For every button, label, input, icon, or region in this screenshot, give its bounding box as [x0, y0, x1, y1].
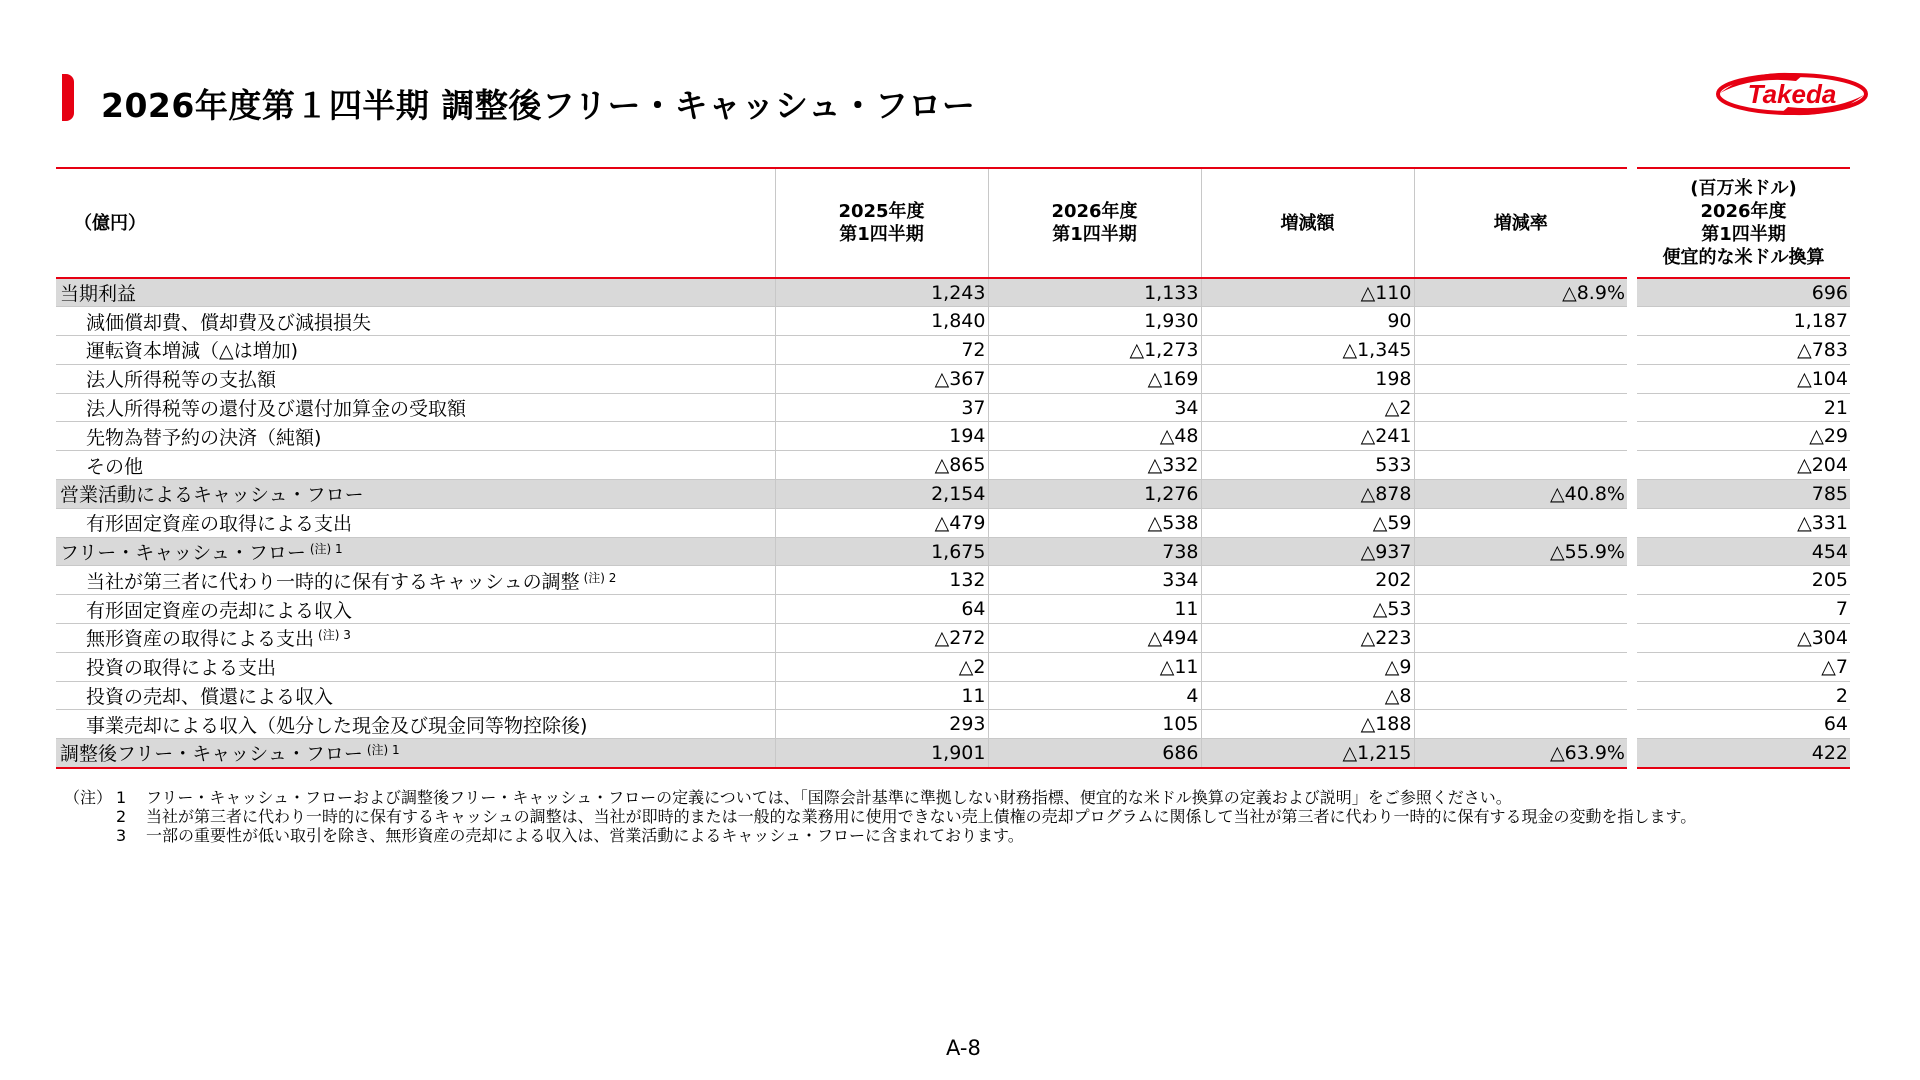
cell-rate — [1414, 710, 1627, 739]
footnote-1: （注） 1 フリー・キャッシュ・フローおよび調整後フリー・キャッシュ・フローの定義については、「国際会計基準に準拠しない財務指標、便宜的な米ドル換算の定義および説明」をご参照ください。 — [64, 788, 1512, 807]
cell-rate — [1414, 681, 1627, 710]
cell-fy2026: △48 — [988, 422, 1201, 451]
cell-rate — [1414, 336, 1627, 365]
row-label: 調整後フリー・キャッシュ・フロー $^{(注) 1}$ — [56, 739, 775, 768]
cell-fy2026: 334 — [988, 566, 1201, 595]
cell-change: △878 — [1201, 480, 1414, 509]
table-row — [56, 364, 1850, 393]
cell-usd: 454 — [1637, 537, 1850, 566]
table-row — [56, 624, 1850, 653]
cell-usd: 696 — [1637, 278, 1850, 307]
header-fy2026: 2026年度 第1四半期 — [988, 168, 1201, 278]
cell-change: △59 — [1201, 508, 1414, 537]
cell-fy2025: 1,901 — [775, 739, 988, 768]
cell-fy2026: 1,276 — [988, 480, 1201, 509]
cell-change: 198 — [1201, 364, 1414, 393]
cell-rate: △8.9% — [1414, 278, 1627, 307]
row-label: 無形資産の取得による支出 $^{(注) 3}$ — [56, 624, 775, 653]
row-label: その他 — [56, 451, 775, 480]
footnote-2: 2 当社が第三者に代わり一時的に保有するキャッシュの調整は、当社が即時的または一般的な業務用に使用できない売上債権の売却プログラムに関係して当社が第三者に代わり一時的に保有する現金の変動を指します。 — [116, 807, 1697, 826]
cell-change: 90 — [1201, 307, 1414, 336]
cell-fy2025: △479 — [775, 508, 988, 537]
cell-fy2025: 293 — [775, 710, 988, 739]
cell-fy2026: 738 — [988, 537, 1201, 566]
table-row — [56, 336, 1850, 365]
cell-fy2026: △1,273 — [988, 336, 1201, 365]
footnote-ref: (注) 3 — [318, 628, 351, 643]
cell-fy2026: 4 — [988, 681, 1201, 710]
table-row — [56, 681, 1850, 710]
cell-rate — [1414, 307, 1627, 336]
cell-rate — [1414, 364, 1627, 393]
table-row — [56, 652, 1850, 681]
table-row — [56, 537, 1850, 566]
cell-change: △2 — [1201, 393, 1414, 422]
cell-rate: △63.9% — [1414, 739, 1627, 768]
cell-rate: △40.8% — [1414, 480, 1627, 509]
cell-usd: 7 — [1637, 595, 1850, 624]
cell-rate — [1414, 451, 1627, 480]
row-label: フリー・キャッシュ・フロー $^{(注) 1}$ — [56, 537, 775, 566]
footnote-3: 3 一部の重要性が低い取引を除き、無形資産の売却による収入は、営業活動によるキャッシュ・フローに含まれております。 — [116, 826, 1024, 845]
cell-change: △9 — [1201, 652, 1414, 681]
cell-usd: 2 — [1637, 681, 1850, 710]
header-change: 増減額 — [1201, 168, 1414, 278]
cell-change: △1,345 — [1201, 336, 1414, 365]
cell-usd: △304 — [1637, 624, 1850, 653]
table-row — [56, 739, 1850, 768]
header-fy2025: 2025年度 第1四半期 — [775, 168, 988, 278]
cell-fy2025: △367 — [775, 364, 988, 393]
cell-rate — [1414, 566, 1627, 595]
row-label: 法人所得税等の還付及び還付加算金の受取額 — [56, 393, 775, 422]
takeda-logo — [1712, 66, 1872, 122]
cell-usd: △29 — [1637, 422, 1850, 451]
cell-usd: 21 — [1637, 393, 1850, 422]
footnote-ref: (注) 2 — [583, 570, 617, 585]
cell-usd: 64 — [1637, 710, 1850, 739]
row-label: 投資の取得による支出 — [56, 652, 775, 681]
cell-fy2026: 34 — [988, 393, 1201, 422]
cell-rate — [1414, 422, 1627, 451]
cell-fy2025: 37 — [775, 393, 988, 422]
header-change-rate: 増減率 — [1414, 168, 1627, 278]
table-row — [56, 422, 1850, 451]
row-label: 法人所得税等の支払額 — [56, 364, 775, 393]
cell-fy2025: △272 — [775, 624, 988, 653]
cell-usd: 785 — [1637, 480, 1850, 509]
cell-usd: △783 — [1637, 336, 1850, 365]
cell-fy2025: 1,840 — [775, 307, 988, 336]
table-row — [56, 307, 1850, 336]
row-label: 当期利益 — [56, 278, 775, 307]
cell-fy2025: 11 — [775, 681, 988, 710]
footnote-ref: (注) 1 — [366, 743, 400, 758]
cell-fy2025: 72 — [775, 336, 988, 365]
table-row — [56, 393, 1850, 422]
cell-rate — [1414, 595, 1627, 624]
cell-fy2026: 1,133 — [988, 278, 1201, 307]
cell-change: △1,215 — [1201, 739, 1414, 768]
row-label: 減価償却費、償却費及び減損損失 — [56, 307, 775, 336]
table-row — [56, 278, 1850, 307]
cell-change: △223 — [1201, 624, 1414, 653]
cell-usd: △204 — [1637, 451, 1850, 480]
page-number: A-8 — [946, 1036, 981, 1060]
table-row — [56, 480, 1850, 509]
cell-fy2025: 194 — [775, 422, 988, 451]
footnote-ref: (注) 1 — [309, 542, 343, 557]
table-row — [56, 451, 1850, 480]
cell-rate — [1414, 508, 1627, 537]
table-row — [56, 710, 1850, 739]
cell-fy2026: △494 — [988, 624, 1201, 653]
cell-fy2025: △865 — [775, 451, 988, 480]
row-label: 運転資本増減（△は増加) — [56, 336, 775, 365]
cell-fy2026: △538 — [988, 508, 1201, 537]
table-row — [56, 508, 1850, 537]
page-title: 2026年度第１四半期 調整後フリー・キャッシュ・フロー — [101, 86, 976, 125]
cell-rate — [1414, 624, 1627, 653]
cell-change: △241 — [1201, 422, 1414, 451]
cell-fy2026: 686 — [988, 739, 1201, 768]
cell-usd: 422 — [1637, 739, 1850, 768]
cell-change: 533 — [1201, 451, 1414, 480]
row-label: 営業活動によるキャッシュ・フロー — [56, 480, 775, 509]
cell-fy2026: △11 — [988, 652, 1201, 681]
table-row — [56, 566, 1850, 595]
cell-fy2025: 132 — [775, 566, 988, 595]
cell-fy2025: △2 — [775, 652, 988, 681]
cell-change: △8 — [1201, 681, 1414, 710]
row-label: 先物為替予約の決済（純額) — [56, 422, 775, 451]
cell-fy2026: 1,930 — [988, 307, 1201, 336]
cell-fy2026: 105 — [988, 710, 1201, 739]
cell-change: 202 — [1201, 566, 1414, 595]
cell-usd: △104 — [1637, 364, 1850, 393]
row-label: 投資の売却、償還による収入 — [56, 681, 775, 710]
cell-rate — [1414, 393, 1627, 422]
row-label: 事業売却による収入（処分した現金及び現金同等物控除後) — [56, 710, 775, 739]
cell-change: △937 — [1201, 537, 1414, 566]
cell-rate — [1414, 652, 1627, 681]
cell-usd: △7 — [1637, 652, 1850, 681]
cell-change: △110 — [1201, 278, 1414, 307]
cell-fy2025: 64 — [775, 595, 988, 624]
footnotes — [64, 788, 1891, 845]
cash-flow-table — [56, 167, 1850, 769]
footnote-prefix: （注） — [64, 788, 113, 807]
cell-fy2025: 1,675 — [775, 537, 988, 566]
cell-change: △188 — [1201, 710, 1414, 739]
cell-fy2025: 2,154 — [775, 480, 988, 509]
row-label: 有形固定資産の取得による支出 — [56, 508, 775, 537]
cell-fy2025: 1,243 — [775, 278, 988, 307]
row-label: 当社が第三者に代わり一時的に保有するキャッシュの調整 $^{(注) 2}$ — [56, 566, 775, 595]
svg-text:Takeda: Takeda — [1747, 79, 1837, 109]
cell-change: △53 — [1201, 595, 1414, 624]
title-accent-bar — [62, 74, 74, 121]
row-label: 有形固定資産の売却による収入 — [56, 595, 775, 624]
cell-usd: 205 — [1637, 566, 1850, 595]
cell-fy2026: △169 — [988, 364, 1201, 393]
header-usd: (百万米ドル) 2026年度 第1四半期 便宜的な米ドル換算 — [1637, 168, 1850, 278]
cell-usd: △331 — [1637, 508, 1850, 537]
table-row — [56, 595, 1850, 624]
cell-rate: △55.9% — [1414, 537, 1627, 566]
cell-fy2026: 11 — [988, 595, 1201, 624]
cell-usd: 1,187 — [1637, 307, 1850, 336]
unit-label: （億円） — [56, 168, 775, 278]
table-header-row — [56, 168, 1850, 278]
cell-fy2026: △332 — [988, 451, 1201, 480]
